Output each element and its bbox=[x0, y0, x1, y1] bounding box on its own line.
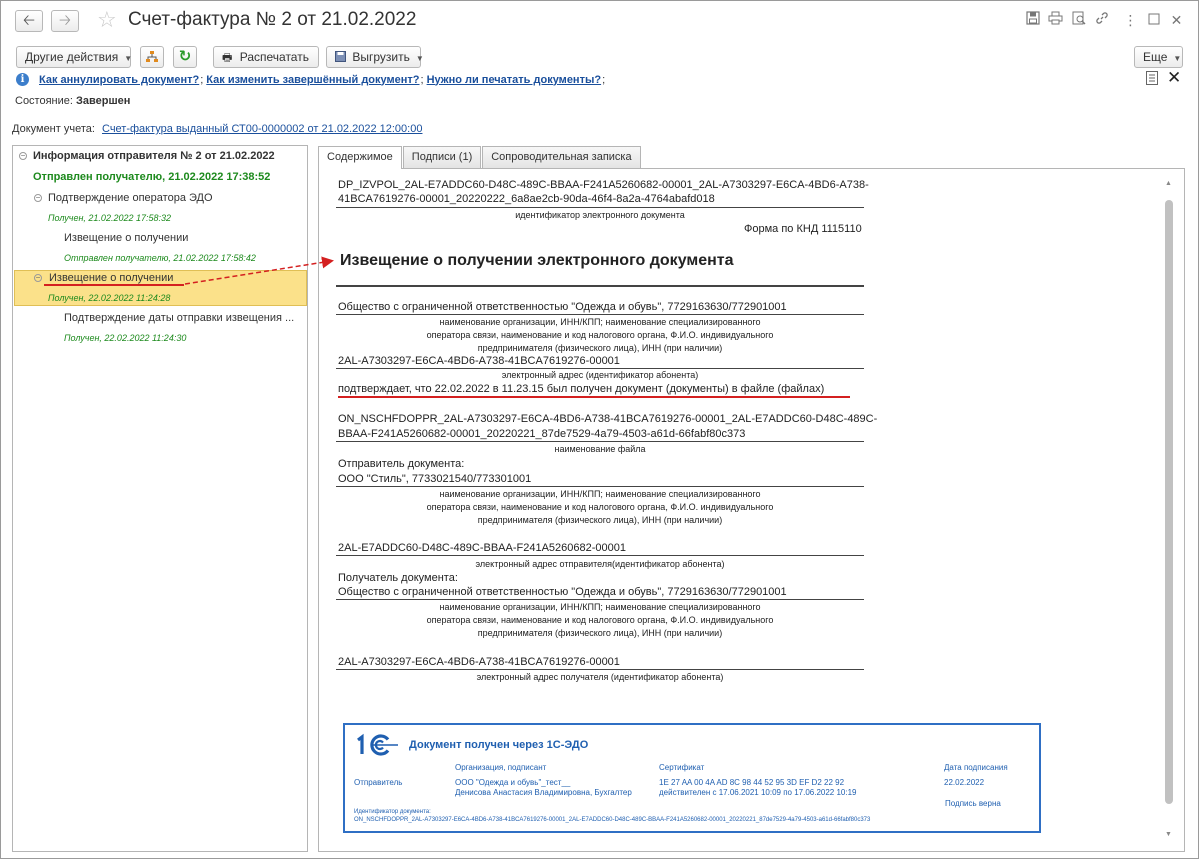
confirmation-text: подтверждает, что 22.02.2022 в 11.23.15 был получен документ (документы) в файле (файлах) bbox=[338, 383, 825, 395]
tree-item-notice-1[interactable]: Извещение о получении bbox=[64, 232, 189, 244]
sender-address: 2AL-E7ADDC60-D48C-489C-BBAA-F241A5260682-00001 bbox=[338, 542, 626, 554]
account-document-line: Документ учета: Счет-фактура выданный СТ00-0000002 от 21.02.2022 12:00:00 bbox=[12, 123, 423, 135]
receiver-value: Общество с ограниченной ответственностью "Одежда и обувь", 7729163630/772901001 bbox=[338, 586, 787, 598]
status-value: Завершен bbox=[76, 95, 131, 107]
tree-red-underline-annotation bbox=[44, 284, 184, 286]
stamp-title: Документ получен через 1С-ЭДО bbox=[409, 739, 589, 751]
address-line: 2AL-A7303297-E6CA-4BD6-A738-41BCA7619276-00001 bbox=[338, 355, 620, 367]
1c-logo bbox=[354, 733, 399, 757]
help-link-change[interactable]: Как изменить завершённый документ? bbox=[206, 73, 420, 86]
printer-icon[interactable] bbox=[1044, 10, 1067, 30]
link-icon[interactable] bbox=[1090, 10, 1113, 30]
maximize-icon[interactable] bbox=[1142, 10, 1165, 30]
account-document-link[interactable]: Счет-фактура выданный СТ00-0000002 от 21.02.2022 12:00:00 bbox=[102, 123, 423, 135]
file-id-caption: идентификатор электронного документа bbox=[515, 210, 685, 220]
tab-signatures[interactable]: Подписи (1) bbox=[403, 146, 481, 168]
scroll-up-icon[interactable]: ▲ bbox=[1165, 180, 1172, 187]
edo-stamp: Документ получен через 1С-ЭДО Организация, подписант Сертификат Дата подписания Отправитель ООО "Одежда и обувь"_тест__ Денисова Анастасия Владимировна, Бухгалтер 1E 27 AA 00 4A AD 8C 98 44 52 95 3D EF D2 22 92 действителен с 17.06.2021 10:09 по 17.06.2022 10:19 22.02.2022 Подпись верна Идентификатор документа: ON_NSCHFDOPPR_2AL-A7303297-E6CA-4BD6-A738-41BCA7619276-00001_2AL-E7ADDC60-D48C-489C-BBAA-F241A5260682-00001_20220221_87de7529-4a79-4503-a61d-66fabf80c373 bbox=[343, 723, 1041, 833]
menu-dots-icon[interactable]: ⋮ bbox=[1123, 12, 1138, 28]
tab-cover-note[interactable]: Сопроводительная записка bbox=[482, 146, 640, 168]
collapse-icon[interactable]: − bbox=[35, 273, 41, 282]
printer-icon: 🖶 bbox=[222, 52, 233, 64]
export-button[interactable]: Выгрузить ▼ bbox=[326, 46, 421, 68]
document-scrollbar[interactable] bbox=[1162, 178, 1176, 840]
hierarchy-icon bbox=[145, 50, 159, 64]
document-tree bbox=[12, 145, 308, 852]
dropdown-arrow-icon: ▼ bbox=[124, 54, 133, 63]
receiver-label: Получатель документа: bbox=[338, 572, 458, 584]
tree-item-edo-confirm[interactable]: Подтверждение оператора ЭДО bbox=[48, 192, 213, 204]
help-links: i Как аннулировать документ? ; Как изменить завершённый документ? ; Нужно ли печатать документы? ; bbox=[16, 73, 608, 86]
org-line: Общество с ограниченной ответственностью "Одежда и обувь", 7729163630/772901001 bbox=[338, 301, 787, 313]
dropdown-arrow-icon: ▼ bbox=[1173, 54, 1182, 63]
document-list-icon[interactable] bbox=[1146, 71, 1158, 88]
help-link-cancel[interactable]: Как аннулировать документ? bbox=[39, 73, 200, 86]
save-icon[interactable] bbox=[1021, 10, 1044, 30]
tab-contents[interactable]: Содержимое bbox=[318, 146, 402, 169]
sender-label: Отправитель документа: bbox=[338, 458, 465, 470]
close-help-icon[interactable]: ✕ bbox=[1167, 68, 1182, 87]
tree-root[interactable]: Информация отправителя № 2 от 21.02.2022 bbox=[33, 150, 275, 162]
other-actions-button[interactable]: Другие действия ▼ bbox=[16, 46, 131, 68]
refresh-button[interactable] bbox=[173, 46, 197, 68]
tree-root-status: Отправлен получателю, 21.02.2022 17:38:52 bbox=[33, 171, 271, 183]
receiver-address: 2AL-A7303297-E6CA-4BD6-A738-41BCA7619276-00001 bbox=[338, 656, 620, 668]
print-button[interactable]: 🖶 Распечатать bbox=[213, 46, 319, 68]
arrow-right-icon: 🡢 bbox=[58, 12, 72, 29]
structure-button[interactable] bbox=[140, 46, 164, 68]
tabs bbox=[318, 146, 642, 169]
document-heading: Извещение о получении электронного документа bbox=[340, 252, 734, 269]
file-name-line-2: BBAA-F241A5260682-00001_20220221_87de7529-4a79-4503-a61d-66fabf80c373 bbox=[338, 428, 746, 440]
tree-item-notice-1-status: Отправлен получателю, 21.02.2022 17:58:42 bbox=[64, 253, 256, 263]
back-button[interactable] bbox=[15, 10, 43, 32]
stamp-document-id: ON_NSCHFDOPPR_2AL-A7303297-E6CA-4BD6-A738-41BCA7619276-00001_2AL-E7ADDC60-D48C-489C-BBAA-F241A5260682-00001_20220221_87de7529-4a79-4503-a61d-66fabf80c373 bbox=[354, 817, 871, 823]
file-id-line-2: 41BCA7619276-00001_20220222_6a8ae2cb-90da-46f4-8a2a-4764abafd018 bbox=[338, 193, 715, 205]
preview-icon[interactable] bbox=[1067, 10, 1090, 30]
form-code: Форма по КНД 1115110 bbox=[744, 223, 862, 235]
annotation-arrow bbox=[181, 253, 341, 293]
collapse-icon[interactable]: − bbox=[35, 193, 41, 202]
export-icon bbox=[335, 51, 346, 62]
collapse-icon[interactable]: − bbox=[20, 151, 26, 160]
forward-button[interactable] bbox=[51, 10, 79, 32]
arrow-left-icon: 🡠 bbox=[22, 12, 36, 29]
favorite-star-icon[interactable]: ☆ bbox=[97, 7, 117, 32]
tree-item-date-confirm[interactable]: Подтверждение даты отправки извещения ... bbox=[64, 312, 295, 324]
scroll-down-icon[interactable]: ▼ bbox=[1165, 831, 1172, 838]
window-title: Счет-фактура № 2 от 21.02.2022 bbox=[128, 9, 417, 30]
main-window: 🡠 🡢 ☆ Счет-фактура № 2 от 21.02.2022 ⋮ ✕ Другие действия ▼ ↻ 🖶 Распечатать Выгрузить ▼ Еще ▼ i Как аннулировать документ? ; Как изменить завершённый документ? ; Нужно ли печатать документы? ; ✕ Состояние: Завершен Документ учета: Счет-фактура выданный СТ00-0000002 от 21.02.2022 12:00:00 − Информация отправителя № 2 от 21.02.2022 Отправлен получателю, 21.02.2022 17:38:52 − Подтверждение оператора ЭДО Получен, 21.02.2022 17:58:32 Извещение о получении Отправлен получателю, 21.02.2022 17:58:42 − Извещение о получении Получен, 22.02.2022 11:24:28 Подтверждение даты отправки извещения ... Получен, 22.02.2022 11:24:30 Содержимое Подписи (1) Сопроводительная записка DP_IZVPOL_2AL-E7ADDC60-D48C-489C-BBAA-F241A5260682-00001_2AL-A7303297-E6CA-4BD6-A738- 41BCA7619276-00001_20220222_6a8ae2cb-90da-46f4-8a2a-4764abafd018 идентификатор электронного документа Форма по КНД 1115110 Извещение о получении электронного документа Общество с ограниченной ответственностью "Одежда и обувь", 7729163630/772901001 наименование организации, ИНН/КПП; наименование специализированного оператора связи, наименование и код налогового органа, Ф.И.О. индивидуального предпринимателя (физического лица), ИНН (при наличии) 2AL-A7303297-E6CA-4BD6-A738-41BCA7619276-00001 электронный адрес (идентификатор абонента) подтверждает, что 22.02.2022 в 11.23.15 был получен документ (документы) в файле (файлах) ON_NSCHFDOPPR_2AL-A7303297-E6CA-4BD6-A738-41BCA7619276-00001_2AL-E7ADDC60-D48C-489C- BBAA-F241A5260682-00001_20220221_87de7529-4a79-4503-a61d-66fabf80c373 наименование файла Отправитель документа: ООО "Стиль", 7733021540/773301001 наименование организации, ИНН/КПП; наименование специализированного оператора связи, наименование и код налогового органа, Ф.И.О. индивидуального предпринимателя (физического лица), ИНН (при наличии) 2AL-E7ADDC60-D48C-489C-BBAA-F241A5260682-00001 электронный адрес отправителя(идентификатор абонента) Получатель документа: Общество с ограниченной ответственностью "Одежда и обувь", 7729163630/772901001 наименование организации, ИНН/КПП; наименование специализированного оператора связи, наименование и код налогового органа, Ф.И.О. индивидуального предпринимателя (физического лица), ИНН (при наличии) 2AL-A7303297-E6CA-4BD6-A738-41BCA7619276-00001 электронный адрес получателя (идентификатор абонента) Документ получен через 1С-ЭДО Организация, подписант Сертификат Дата подписания Отправитель ООО "Одежда и обувь"_тест__ Денисова Анастасия Владимировна, Бухгалтер 1E 27 AA 00 4A AD 8C 98 44 52 95 3D EF D2 22 92 действителен с 17.06.2021 10:09 по 17.06.2022 10:19 22.02.2022 Подпись верна Идентификатор документа: ON_NSCHFDOPPR_2AL-A7303297-E6CA-4BD6-A738-41BCA7619276-00001_2AL-E7ADDC60-D48C-489C-BBAA-F241A5260682-00001_20220221_87de7529-4a79-4503-a61d-66fabf80c373 ▲ ▼ bbox=[0, 0, 1199, 859]
refresh-icon: ↻ bbox=[178, 48, 192, 65]
help-link-print[interactable]: Нужно ли печатать документы? bbox=[426, 73, 602, 86]
file-id-line-1: DP_IZVPOL_2AL-E7ADDC60-D48C-489C-BBAA-F241A5260682-00001_2AL-A7303297-E6CA-4BD6-A738- bbox=[338, 179, 869, 191]
tree-item-date-confirm-status: Получен, 22.02.2022 11:24:30 bbox=[64, 333, 187, 343]
tree-item-notice-2-status: Получен, 22.02.2022 11:24:28 bbox=[48, 293, 171, 303]
sender-value: ООО "Стиль", 7733021540/773301001 bbox=[338, 473, 532, 485]
close-window-icon[interactable]: ✕ bbox=[1170, 12, 1183, 28]
tree-item-notice-2[interactable]: Извещение о получении bbox=[49, 272, 174, 284]
red-underline-annotation bbox=[338, 396, 850, 398]
status-line: Состояние: Завершен bbox=[15, 95, 131, 107]
tree-item-edo-status: Получен, 21.02.2022 17:58:32 bbox=[48, 213, 171, 223]
scroll-thumb[interactable] bbox=[1165, 200, 1173, 804]
title-icons bbox=[1021, 10, 1188, 30]
more-button[interactable]: Еще ▼ bbox=[1134, 46, 1183, 68]
file-name-line-1: ON_NSCHFDOPPR_2AL-A7303297-E6CA-4BD6-A738-41BCA7619276-00001_2AL-E7ADDC60-D48C-489C- bbox=[338, 413, 878, 425]
info-icon: i bbox=[16, 73, 29, 86]
signature-status: Подпись верна bbox=[945, 799, 1001, 808]
dropdown-arrow-icon: ▼ bbox=[415, 54, 424, 63]
